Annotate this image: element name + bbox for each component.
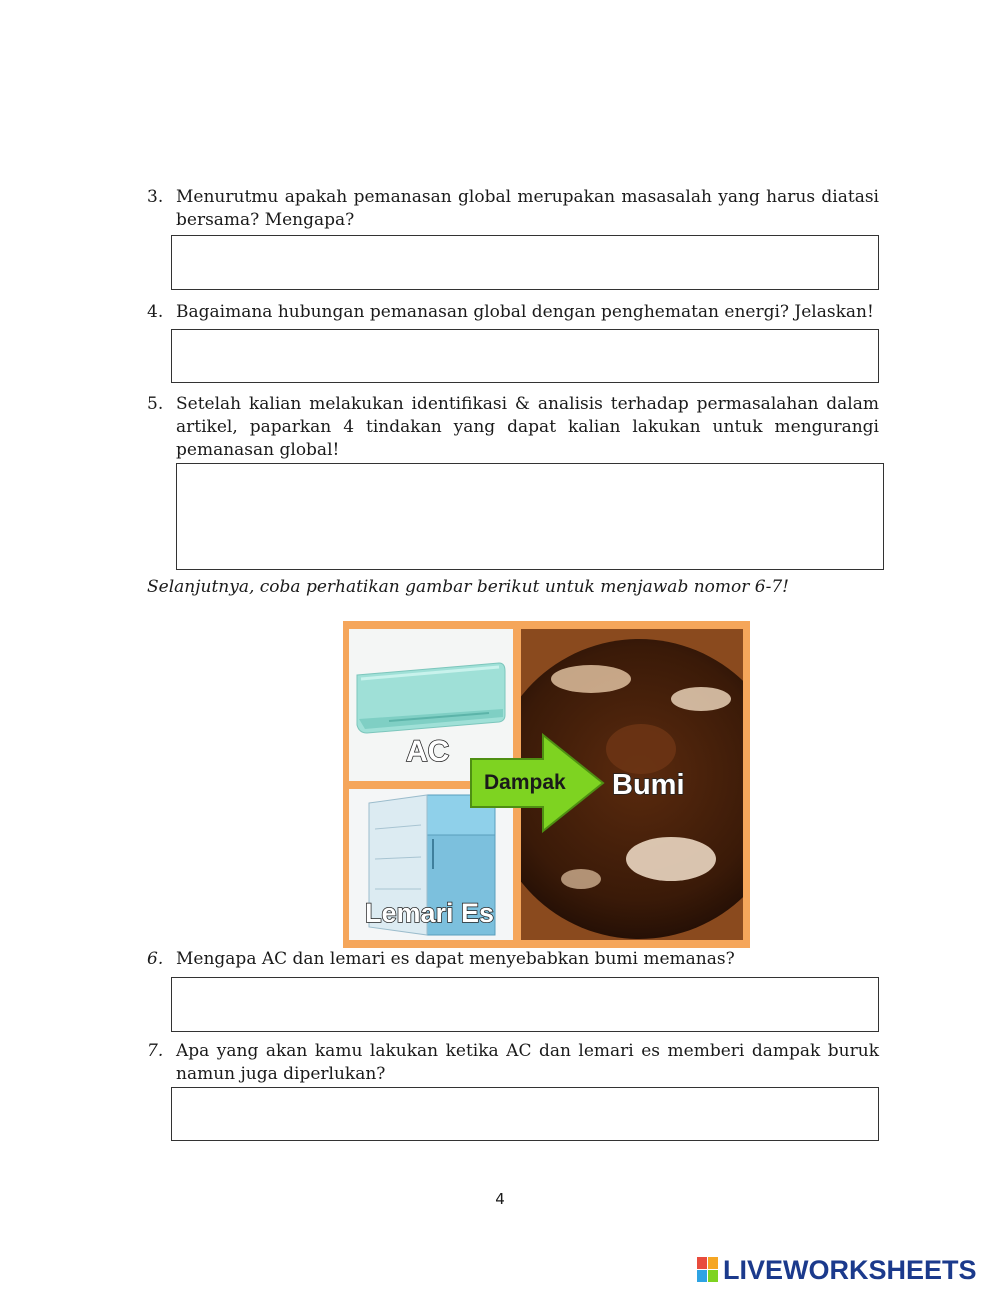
answer-box-6[interactable]	[171, 977, 879, 1032]
brand-name: LIVEWORKSHEETS	[723, 1254, 977, 1285]
answer-box-7[interactable]	[171, 1087, 879, 1141]
question-text: Bagaimana hubungan pemanasan global dengan penghematan energi? Jelaskan!	[176, 302, 874, 322]
answer-box-5[interactable]	[176, 463, 884, 570]
liveworksheets-logo	[697, 1255, 977, 1285]
label-arrow: Dampak	[484, 771, 566, 794]
question-6	[147, 948, 879, 971]
logo-mark-icon	[697, 1257, 719, 1283]
answer-box-4[interactable]	[171, 329, 879, 383]
question-text: Setelah kalian melakukan identifikasi & analisis terhadap permasalahan dalam artikel, paparkan 4 tindakan yang dapat kalian lakukan untuk mengurangi pemanasan global!	[176, 394, 879, 460]
question-3	[147, 186, 879, 232]
question-4	[147, 301, 879, 324]
label-ac: AC	[406, 735, 450, 768]
question-number: 3.	[147, 187, 164, 207]
illustration-figure	[343, 621, 750, 948]
instruction-text: Selanjutnya, coba perhatikan gambar berikut untuk menjawab nomor 6-7!	[147, 577, 790, 597]
question-number: 5.	[147, 394, 164, 414]
answer-box-3[interactable]	[171, 235, 879, 290]
question-text: Apa yang akan kamu lakukan ketika AC dan lemari es memberi dampak buruk namun juga diperlukan?	[176, 1041, 879, 1084]
question-text: Menurutmu apakah pemanasan global merupakan masasalah yang harus diatasi bersama? Mengapa?	[176, 187, 879, 230]
page-number: 4	[495, 1190, 505, 1208]
question-number: 7.	[147, 1041, 164, 1061]
question-7	[147, 1040, 879, 1086]
question-number: 6.	[147, 949, 164, 969]
question-number: 4.	[147, 302, 164, 322]
label-earth: Bumi	[612, 769, 685, 801]
label-fridge: Lemari Es	[365, 898, 495, 928]
question-text: Mengapa AC dan lemari es dapat menyebabkan bumi memanas?	[176, 949, 735, 969]
question-5	[147, 393, 879, 462]
